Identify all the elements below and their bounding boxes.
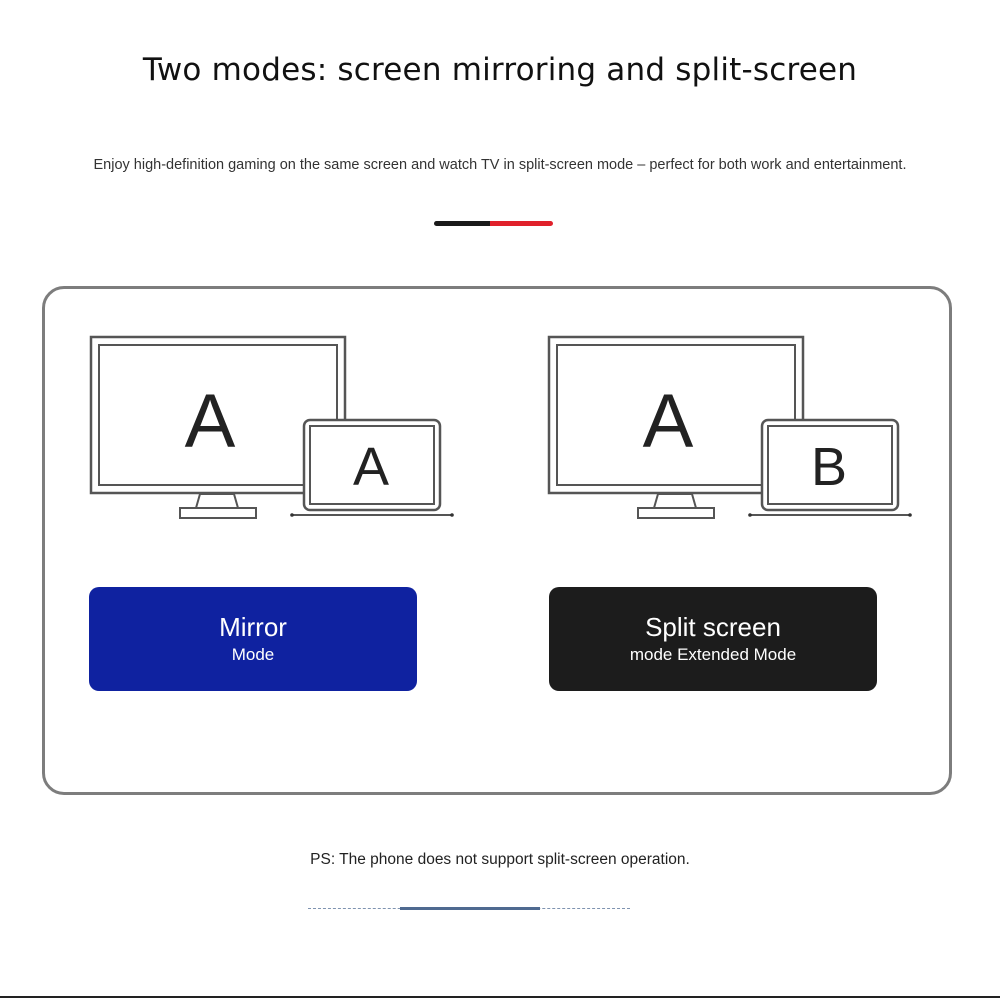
- laptop-letter: A: [352, 437, 390, 497]
- mirror-mode-button[interactable]: [89, 587, 417, 691]
- accent-divider: [434, 221, 553, 226]
- laptop-letter: B: [810, 437, 848, 497]
- decorative-divider-highlight: [400, 907, 540, 910]
- monitor-letter: A: [184, 379, 236, 464]
- decorative-divider: [308, 908, 630, 911]
- bottom-rule: [0, 996, 1000, 998]
- page-title: Two modes: screen mirroring and split-screen: [142, 52, 858, 88]
- mirror-mode-sublabel: Mode: [231, 645, 275, 664]
- footnote: PS: The phone does not support split-screen operation.: [310, 851, 690, 868]
- monitor-letter: A: [642, 379, 694, 464]
- page-subtitle: Enjoy high-definition gaming on the same screen and watch TV in split-screen mode – perfect for both work and entertainment.: [93, 157, 907, 173]
- split-screen-mode-button[interactable]: [549, 587, 877, 691]
- laptop-icon: [290, 420, 454, 517]
- laptop-icon: [748, 420, 912, 517]
- mirror-mode-label: Mirror: [219, 612, 287, 642]
- accent-divider-dark: [434, 221, 490, 226]
- accent-divider-red: [490, 221, 553, 226]
- split-screen-mode-sublabel: mode Extended Mode: [629, 645, 797, 664]
- split-screen-mode-label: Split screen: [645, 612, 781, 642]
- mirror-mode-illustration: [88, 334, 458, 524]
- split-mode-illustration: [546, 334, 916, 524]
